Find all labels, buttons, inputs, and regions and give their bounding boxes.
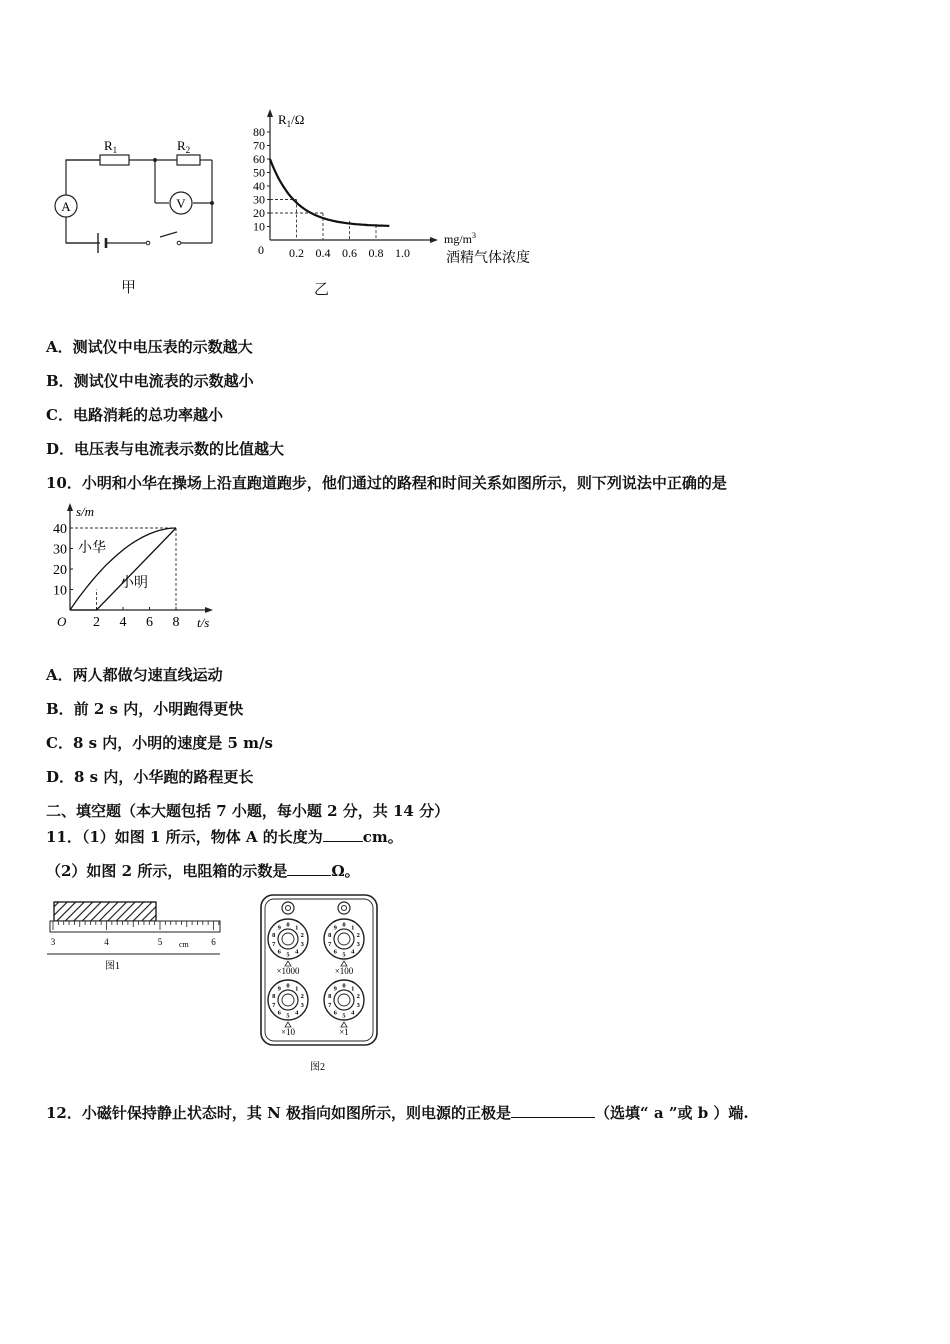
x-tick-label: 1.0 (395, 246, 410, 260)
svg-text:4: 4 (351, 1009, 355, 1017)
distance-time-chart (40, 500, 240, 635)
terminal-icon (338, 902, 350, 914)
svg-text:5: 5 (342, 1012, 346, 1020)
origin-label: O (57, 614, 67, 629)
dial-multiplier: ×1 (339, 1027, 349, 1037)
ruler-unit: cm (179, 940, 189, 949)
ruler-label: 4 (104, 937, 109, 947)
svg-text:4: 4 (295, 948, 299, 956)
ruler-label: 6 (211, 937, 216, 947)
ruler-figure (45, 898, 230, 978)
y-tick-label: 30 (53, 542, 67, 558)
svg-text:3: 3 (300, 1002, 304, 1010)
y-tick-label: 60 (253, 152, 265, 166)
svg-text:2: 2 (300, 992, 304, 1000)
y-tick-label: 70 (253, 138, 265, 153)
y-tick-label: 80 (253, 125, 265, 139)
x-tick-label: 0.2 (289, 246, 304, 260)
q10-option-c: C．8 s 内，小明的速度是 5 m/s (46, 734, 273, 752)
section-2-heading: 二、填空题（本大题包括 7 小题，每小题 2 分，共 14 分） (46, 802, 450, 820)
q10-option-a: A．两人都做匀速直线运动 (46, 666, 223, 684)
circuit-diagram (40, 130, 230, 260)
q11-part1: 11．（1）如图 1 所示，物体 A 的长度为 cm。 (46, 828, 403, 846)
resistance-dial[interactable] (324, 980, 364, 1020)
x-tick-label: 0.4 (315, 246, 331, 260)
q10-stem: 10．小明和小华在操场上沿直跑道跑步，他们通过的路程和时间关系如图所示，则下列说法中正确的是 (46, 474, 727, 492)
svg-text:8: 8 (272, 931, 276, 939)
y-tick-label: 20 (253, 206, 265, 220)
x-tick-label: 8 (172, 615, 180, 630)
y-axis-arrow (267, 109, 273, 117)
junction-dot (153, 158, 157, 162)
q10-option-d: D．8 s 内，小华跑的路程更长 (46, 768, 254, 786)
object-a (54, 902, 156, 921)
resistance-graph (248, 105, 548, 270)
svg-text:5: 5 (286, 1012, 290, 1020)
q10-option-b: B．前 2 s 内，小明跑得更快 (46, 700, 244, 718)
y-tick-label: 10 (53, 583, 67, 599)
resistance-dial[interactable] (324, 919, 364, 959)
y-tick-label: 20 (53, 563, 67, 578)
svg-text:3: 3 (356, 941, 360, 949)
y-tick-label: 40 (53, 522, 67, 537)
resistor-r2 (177, 155, 200, 165)
q9-option-d: D．电压表与电流表示数的比值越大 (46, 440, 285, 458)
svg-text:3: 3 (356, 1002, 360, 1010)
x-axis-label: 酒精气体浓度 (446, 251, 530, 266)
svg-text:7: 7 (328, 1002, 332, 1010)
x-axis-arrow (430, 237, 438, 243)
resistance-box-figure (255, 892, 385, 1077)
xiaoming-label: 小明 (120, 576, 148, 591)
xiaohua-label: 小华 (78, 541, 106, 556)
y-tick-label: 30 (253, 192, 265, 207)
q11-part2: （2）如图 2 所示，电阻箱的示数是 Ω。 (46, 862, 360, 880)
origin-label: 0 (258, 243, 264, 257)
ruler-label: 5 (157, 937, 163, 947)
switch-icon (146, 241, 181, 245)
q12: 12．小磁针保持静止状态时，其 N 极指向如图所示，则电源的正极是 （选填“ a ”或 b ）端. (46, 1104, 749, 1122)
r1-label: $R_1$ (104, 138, 118, 155)
q9-option-c: C．电路消耗的总功率越小 (46, 406, 223, 424)
svg-text:1: 1 (295, 924, 299, 932)
svg-text:4: 4 (351, 948, 355, 956)
answer-blank[interactable] (287, 875, 331, 876)
svg-text:0: 0 (342, 921, 346, 929)
fig2-caption: 图2 (310, 1062, 325, 1073)
x-axis-arrow (205, 607, 213, 613)
dial-multiplier: ×1000 (276, 966, 300, 976)
svg-text:2: 2 (356, 931, 360, 939)
ruler-label: 3 (50, 937, 56, 947)
svg-text:6: 6 (333, 948, 337, 956)
svg-text:5: 5 (342, 951, 346, 959)
y-tick-label: 10 (253, 219, 265, 234)
circuit-caption: 甲 (121, 278, 137, 296)
svg-text:7: 7 (328, 941, 332, 949)
svg-text:9: 9 (277, 985, 281, 993)
y-axis-label: $R_1/\Omega$ (278, 112, 305, 129)
junction-dot (210, 201, 214, 205)
resistance-dial[interactable] (268, 980, 308, 1020)
svg-text:1: 1 (351, 985, 355, 993)
resistance-curve (270, 159, 389, 226)
x-tick-label: 6 (146, 615, 153, 630)
y-tick-label: 50 (253, 165, 265, 180)
resistance-dial[interactable] (268, 919, 308, 959)
svg-text:1: 1 (295, 985, 299, 993)
svg-text:8: 8 (272, 992, 276, 1000)
svg-text:9: 9 (333, 924, 337, 932)
svg-text:1: 1 (351, 924, 355, 932)
svg-text:8: 8 (328, 992, 332, 1000)
voltmeter-icon (170, 192, 192, 214)
y-axis-arrow (67, 503, 73, 511)
q9-option-b: B．测试仪中电流表的示数越小 (46, 372, 254, 390)
svg-text:0: 0 (286, 921, 290, 929)
svg-text:0: 0 (342, 982, 346, 990)
svg-text:6: 6 (333, 1009, 337, 1017)
svg-text:9: 9 (333, 985, 337, 993)
graph-caption: 乙 (314, 280, 330, 298)
answer-blank[interactable] (323, 841, 363, 842)
svg-text:5: 5 (286, 951, 290, 959)
answer-blank[interactable] (511, 1117, 595, 1118)
resistor-r1 (100, 155, 129, 165)
svg-text:8: 8 (328, 931, 332, 939)
svg-text:9: 9 (277, 924, 281, 932)
r2-label: $R_2$ (177, 138, 191, 155)
y-tick-label: 40 (253, 179, 265, 193)
svg-text:3: 3 (300, 941, 304, 949)
terminal-icon (282, 902, 294, 914)
svg-text:V: V (176, 196, 186, 211)
svg-text:4: 4 (295, 1009, 299, 1017)
dial-multiplier: ×10 (280, 1027, 296, 1037)
x-tick-label: 0.6 (342, 246, 357, 260)
x-axis-unit: $mg/m^3$ (444, 231, 477, 246)
svg-text:7: 7 (272, 941, 276, 949)
svg-text:7: 7 (272, 1002, 276, 1010)
q9-option-a: A．测试仪中电压表的示数越大 (46, 338, 253, 356)
svg-text:2: 2 (356, 992, 360, 1000)
y-axis-label: s/m (76, 504, 95, 519)
x-axis-label: t/s (197, 615, 210, 630)
svg-text:0: 0 (286, 982, 290, 990)
dial-multiplier: ×100 (334, 966, 354, 976)
x-tick-label: 2 (93, 615, 100, 630)
svg-text:A: A (61, 199, 71, 214)
x-tick-label: 0.8 (368, 246, 384, 260)
ammeter-icon (55, 195, 77, 217)
x-tick-label: 4 (119, 615, 127, 630)
fig1-caption: 图1 (105, 961, 120, 972)
svg-text:6: 6 (277, 948, 281, 956)
svg-text:2: 2 (300, 931, 304, 939)
svg-text:6: 6 (277, 1009, 281, 1017)
